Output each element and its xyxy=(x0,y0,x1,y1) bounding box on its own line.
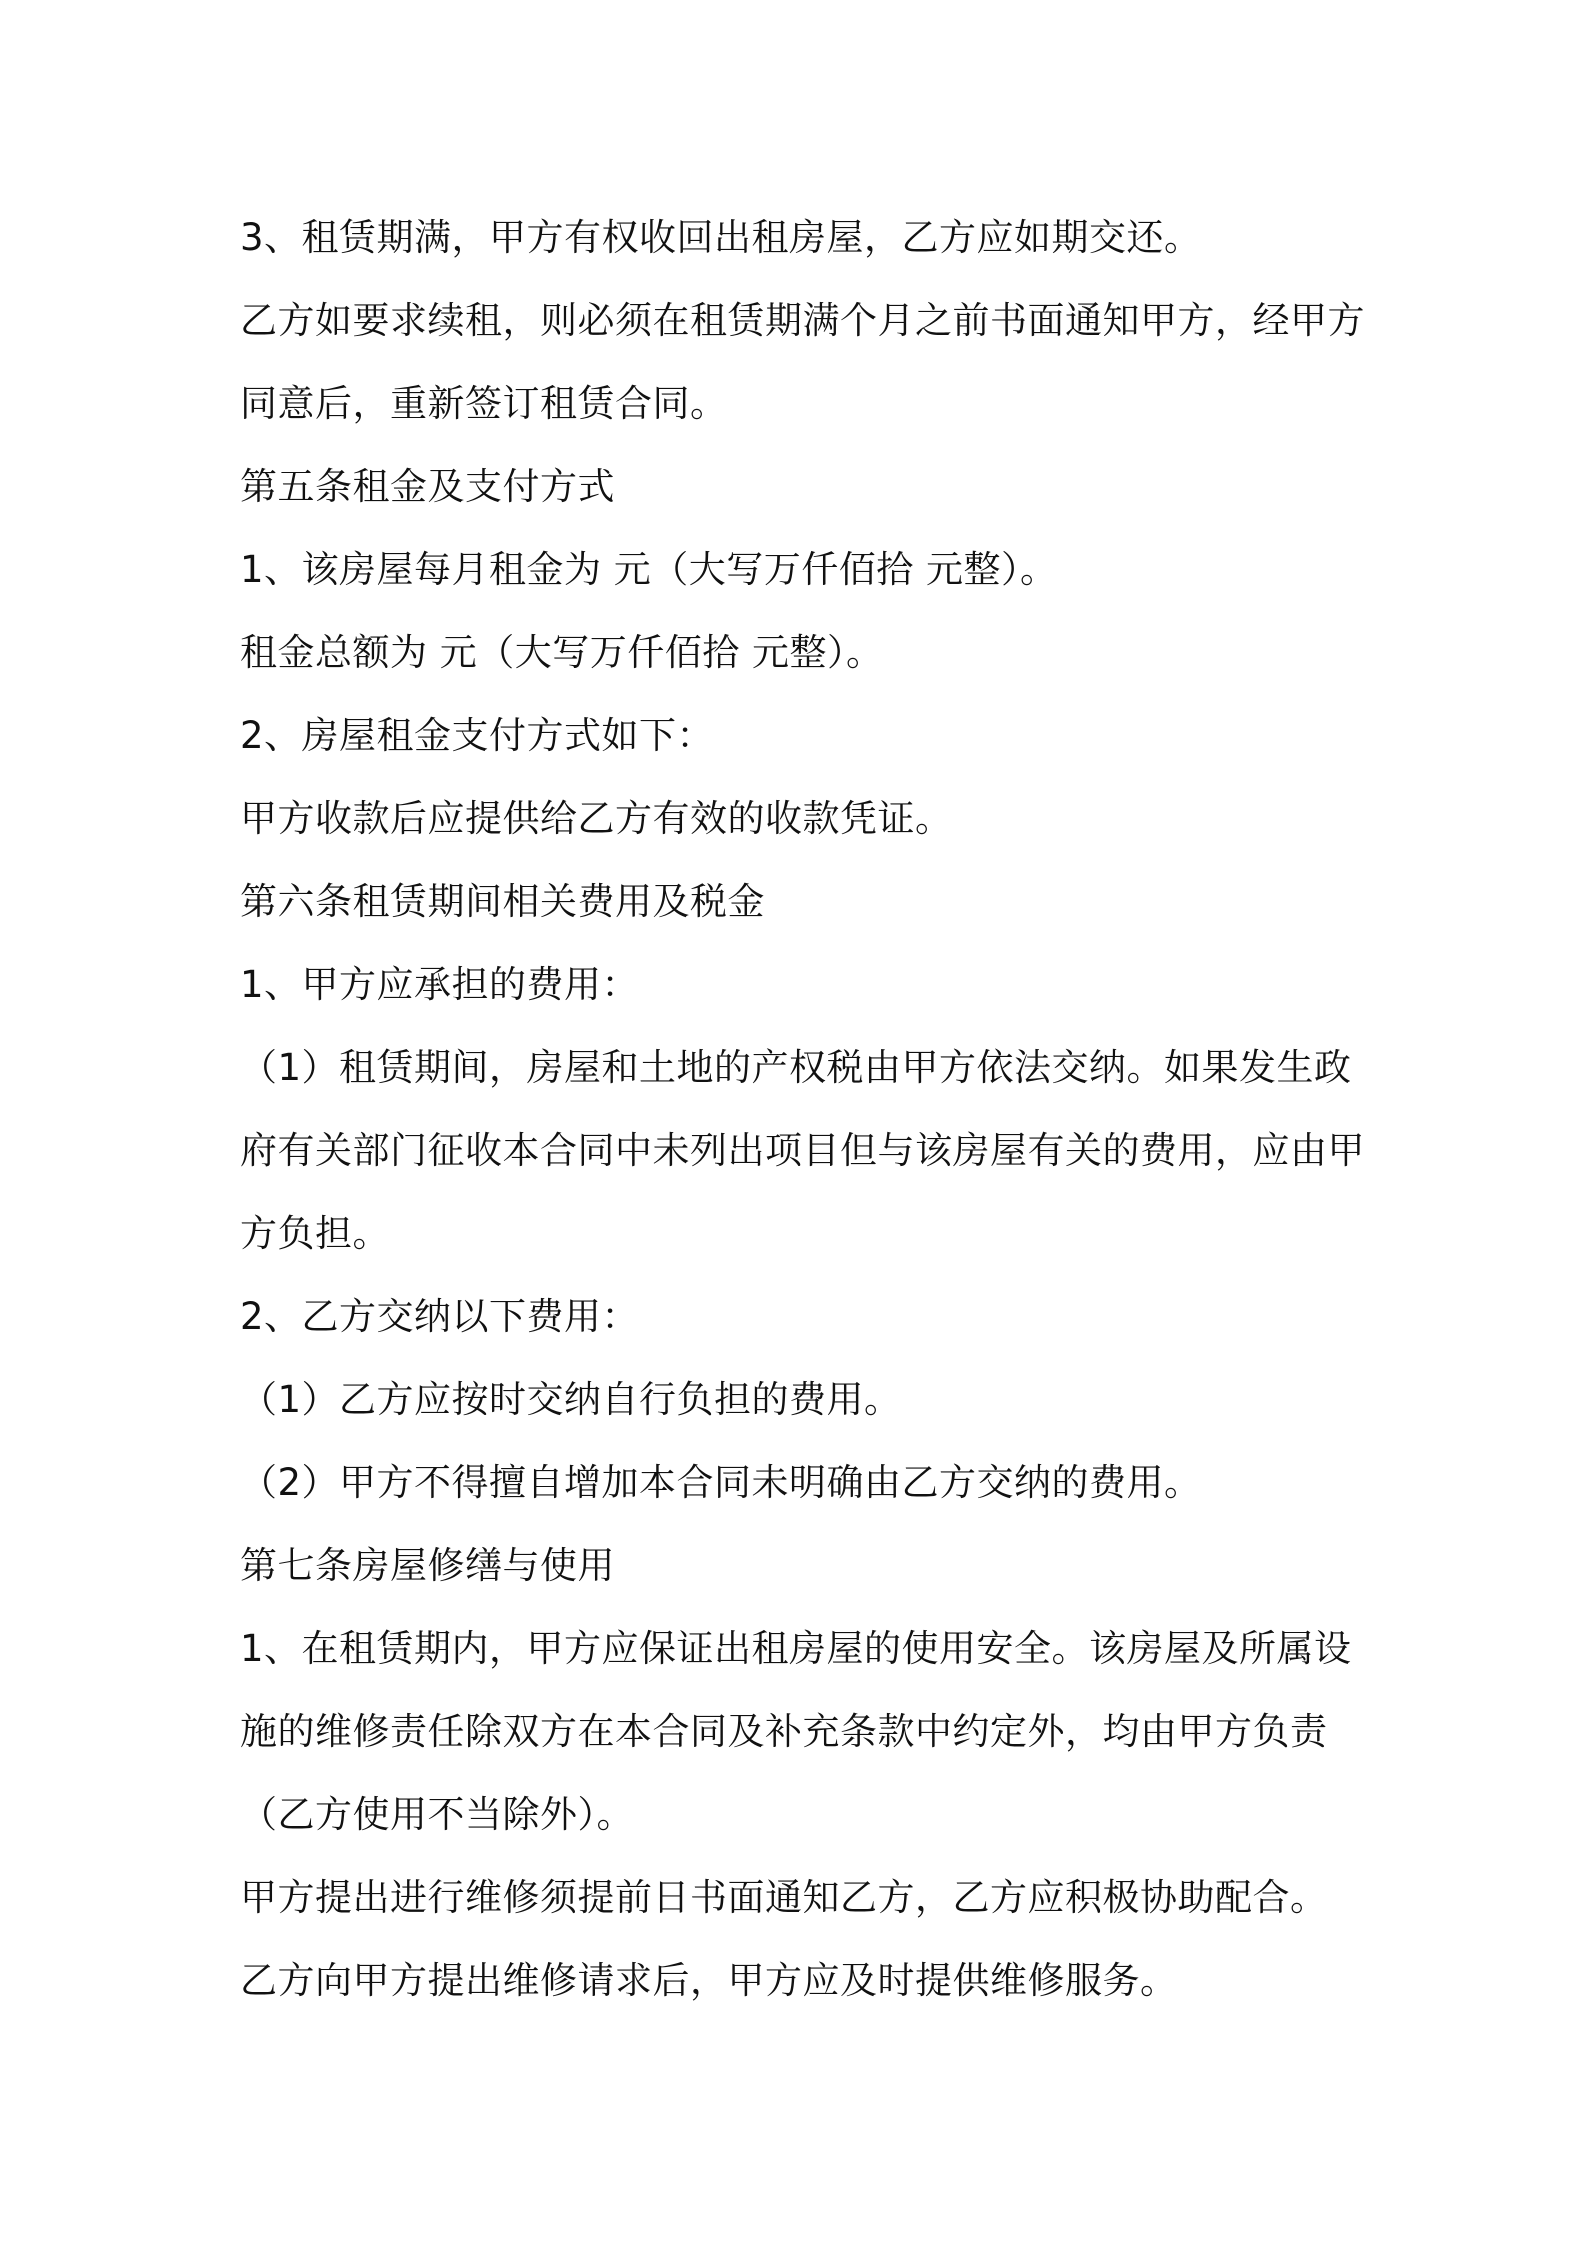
paragraph-line: 乙方如要求续租，则必须在租赁期满个月之前书面通知甲方，经甲方 xyxy=(240,299,1365,342)
paragraph-line: 2、房屋租金支付方式如下： xyxy=(240,714,715,757)
paragraph-line: （乙方使用不当除外）。 xyxy=(240,1793,634,1836)
paragraph-line: 同意后，重新签订租赁合同。 xyxy=(240,382,728,425)
paragraph-line: 甲方提出进行维修须提前日书面通知乙方，乙方应积极协助配合。 xyxy=(240,1876,1328,1919)
paragraph-line: 1、在租赁期内，甲方应保证出租房屋的使用安全。该房屋及所属设 xyxy=(240,1627,1352,1670)
paragraph-line: （1）乙方应按时交纳自行负担的费用。 xyxy=(240,1378,902,1421)
section-heading: 第五条租金及支付方式 xyxy=(240,465,615,508)
paragraph-line: 3、租赁期满，甲方有权收回出租房屋，乙方应如期交还。 xyxy=(240,216,1202,259)
paragraph-line: 1、甲方应承担的费用： xyxy=(240,963,640,1006)
document-body xyxy=(240,196,1365,2022)
paragraph-line: 2、乙方交纳以下费用： xyxy=(240,1295,640,1338)
paragraph-line: 1、该房屋每月租金为 元（大写万仟佰拾 元整）。 xyxy=(240,548,1058,591)
paragraph-line: （1）租赁期间，房屋和土地的产权税由甲方依法交纳。如果发生政 xyxy=(240,1046,1352,1089)
section-heading: 第七条房屋修缮与使用 xyxy=(240,1544,615,1587)
section-heading: 第六条租赁期间相关费用及税金 xyxy=(240,880,765,923)
paragraph-line: 施的维修责任除双方在本合同及补充条款中约定外，均由甲方负责 xyxy=(240,1710,1328,1753)
paragraph-line: 府有关部门征收本合同中未列出项目但与该房屋有关的费用，应由甲 xyxy=(240,1129,1365,1172)
paragraph-line: 甲方收款后应提供给乙方有效的收款凭证。 xyxy=(240,797,953,840)
paragraph-line: 方负担。 xyxy=(240,1212,390,1255)
paragraph-line: 租金总额为 元（大写万仟佰拾 元整）。 xyxy=(240,631,884,674)
paragraph-line: （2）甲方不得擅自增加本合同未明确由乙方交纳的费用。 xyxy=(240,1461,1202,1504)
paragraph-line: 乙方向甲方提出维修请求后，甲方应及时提供维修服务。 xyxy=(240,1959,1178,2002)
